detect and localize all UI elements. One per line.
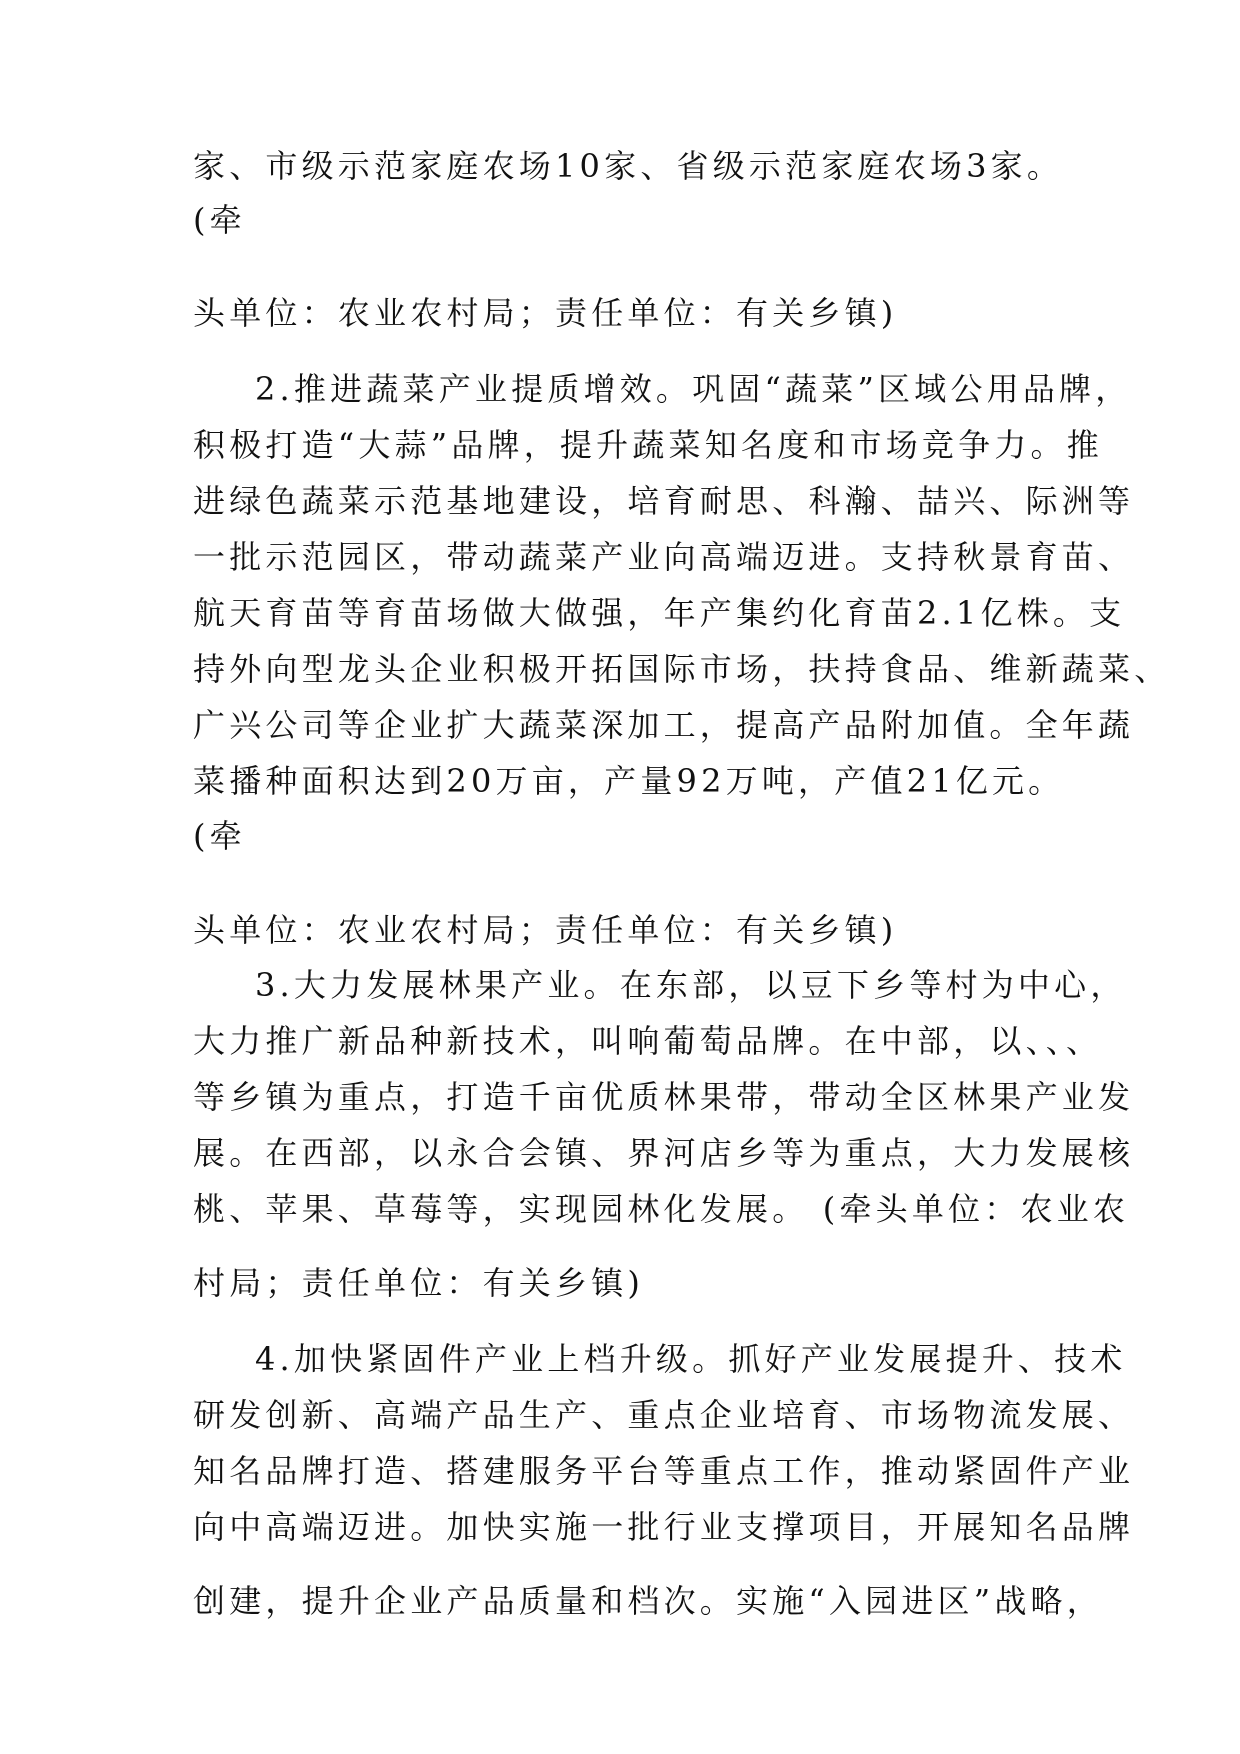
text-line: 等乡镇为重点，打造千亩优质林果带，带动全区林果产业发 [193,1078,1135,1116]
text-line: 进绿色蔬菜示范基地建设，培育耐思、科瀚、喆兴、际洲等 [193,482,1135,520]
text-line: 航天育苗等育苗场做大做强，年产集约化育苗2.1亿株。支 [193,594,1126,632]
text-line: 桃、苹果、草莓等，实现园林化发展。 (牵头单位：农业农 [193,1190,1130,1228]
text-line: 村局；责任单位：有关乡镇) [193,1264,645,1302]
text-line: 一批示范园区，带动蔬菜产业向高端迈进。支持秋景育苗、 [193,538,1135,576]
text-line: 知名品牌打造、搭建服务平台等重点工作，推动紧固件产业 [193,1452,1135,1490]
paragraph-3-start: 3.大力发展林果产业。在东部，以豆下乡等村为中心， [255,966,1127,1004]
paragraph-2-start: 2.推进蔬菜产业提质增效。巩固“蔬菜”区域公用品牌， [255,370,1132,408]
text-line: 展。在西部，以永合会镇、界河店乡等为重点，大力发展核 [193,1134,1135,1172]
text-line: 头单位：农业农村局；责任单位：有关乡镇) [193,294,898,332]
text-line: (牵 [193,201,246,239]
text-line: (牵 [193,817,246,855]
text-line: 大力推广新品种新技术，叫响葡萄品牌。在中部，以、、、 [193,1022,1103,1060]
paragraph-4-start: 4.加快紧固件产业上档升级。抓好产业发展提升、技术 [255,1340,1127,1378]
text-line: 菜播种面积达到20万亩，产量92万吨，产值21亿元。 [193,762,1065,800]
text-line: 积极打造“大蒜”品牌，提升蔬菜知名度和市场竞争力。推 [193,426,1103,464]
text-line: 头单位：农业农村局；责任单位：有关乡镇) [193,911,898,949]
text-line: 向中高端迈进。加快实施一批行业支撑项目，开展知名品牌 [193,1508,1135,1546]
text-line: 持外向型龙头企业积极开拓国际市场，扶持食品、维新蔬菜、 [193,650,1171,688]
text-line: 家、市级示范家庭农场10家、省级示范家庭农场3家。 [193,147,1064,185]
text-line: 研发创新、高端产品生产、重点企业培育、市场物流发展、 [193,1396,1135,1434]
text-line: 创建，提升企业产品质量和档次。实施“入园进区”战略， [193,1582,1103,1620]
text-line: 广兴公司等企业扩大蔬菜深加工，提高产品附加值。全年蔬 [193,706,1135,744]
